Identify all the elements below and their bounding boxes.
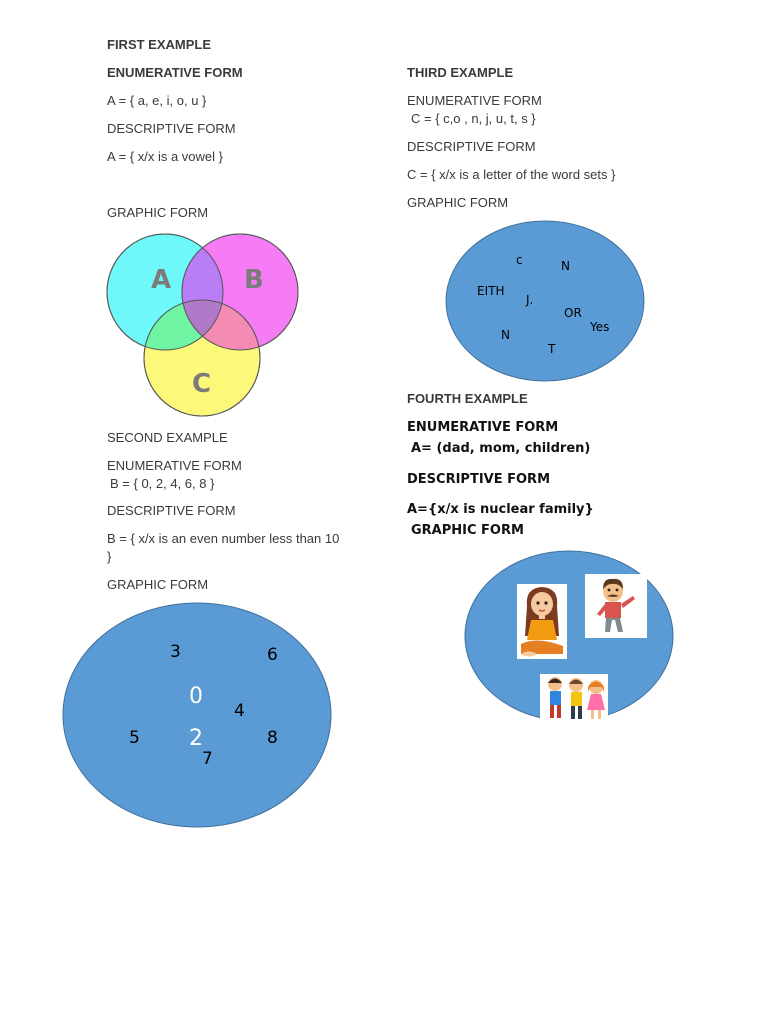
element-2: 2 [189, 726, 203, 751]
second-graphic-label: GRAPHIC FORM [107, 577, 209, 592]
element-3: 3 [170, 642, 181, 662]
letters-diagram [444, 220, 647, 384]
element-5: 5 [129, 728, 140, 748]
first-descriptive-label: DESCRIPTIVE FORM [107, 121, 236, 136]
element-6: 6 [267, 645, 278, 665]
letter-n-top: N [561, 259, 570, 273]
letter-j: J. [526, 293, 534, 307]
first-example-heading: FIRST EXAMPLE [107, 37, 212, 52]
first-descriptive-value: A = { x/x is a vowel } [107, 149, 223, 164]
first-enumerative-value: A = { a, e, i, o, u } [107, 93, 207, 108]
fourth-enumerative-value: A= (dad, mom, children) [411, 441, 591, 456]
dad-picture [585, 574, 647, 638]
fourth-graphic-label: GRAPHIC FORM [411, 523, 524, 538]
word-yes: Yes [590, 320, 610, 334]
venn-label-c: C [192, 369, 212, 399]
letter-n-bottom: N [501, 328, 510, 342]
second-enumerative-label: ENUMERATIVE FORM [107, 458, 242, 473]
second-descriptive-value: B = { x/x is an even number less than 10 } [107, 531, 340, 564]
third-enumerative-label: ENUMERATIVE FORM [407, 93, 542, 108]
second-descriptive-label: DESCRIPTIVE FORM [107, 503, 236, 518]
element-0: 0 [189, 684, 203, 709]
family-diagram [464, 550, 676, 726]
letters-oval [446, 221, 644, 381]
element-8: 8 [267, 728, 278, 748]
children-picture [540, 674, 608, 724]
third-example-heading: THIRD EXAMPLE [407, 65, 514, 80]
third-descriptive-label: DESCRIPTIVE FORM [407, 139, 536, 154]
first-enumerative-label: ENUMERATIVE FORM [107, 65, 243, 80]
third-graphic-label: GRAPHIC FORM [407, 195, 509, 210]
letters-or: OR [564, 306, 582, 320]
letter-c: c [516, 253, 523, 267]
fourth-descriptive-label: DESCRIPTIVE FORM [407, 472, 550, 487]
third-enumerative-value: C = { c,o , n, j, u, t, s } [411, 111, 536, 126]
second-example-heading: SECOND EXAMPLE [107, 430, 228, 445]
fourth-descriptive-value: A={x/x is nuclear family} [407, 502, 594, 517]
venn-label-a: A [151, 265, 172, 295]
venn-diagram [100, 225, 310, 425]
fourth-enumerative-label: ENUMERATIVE FORM [407, 420, 559, 435]
even-numbers-diagram [62, 603, 334, 831]
element-4: 4 [234, 701, 245, 721]
venn-label-b: B [244, 265, 264, 295]
fourth-example-heading: FOURTH EXAMPLE [407, 391, 528, 406]
letters-eith: EITH [477, 284, 505, 298]
letter-t: T [548, 342, 556, 356]
mom-picture [517, 584, 567, 659]
element-7: 7 [202, 749, 213, 769]
third-descriptive-value: C = { x/x is a letter of the word sets } [407, 167, 616, 182]
even-numbers-oval [63, 603, 331, 827]
first-graphic-label: GRAPHIC FORM [107, 205, 209, 220]
second-enumerative-value: B = { 0, 2, 4, 6, 8 } [110, 476, 215, 491]
